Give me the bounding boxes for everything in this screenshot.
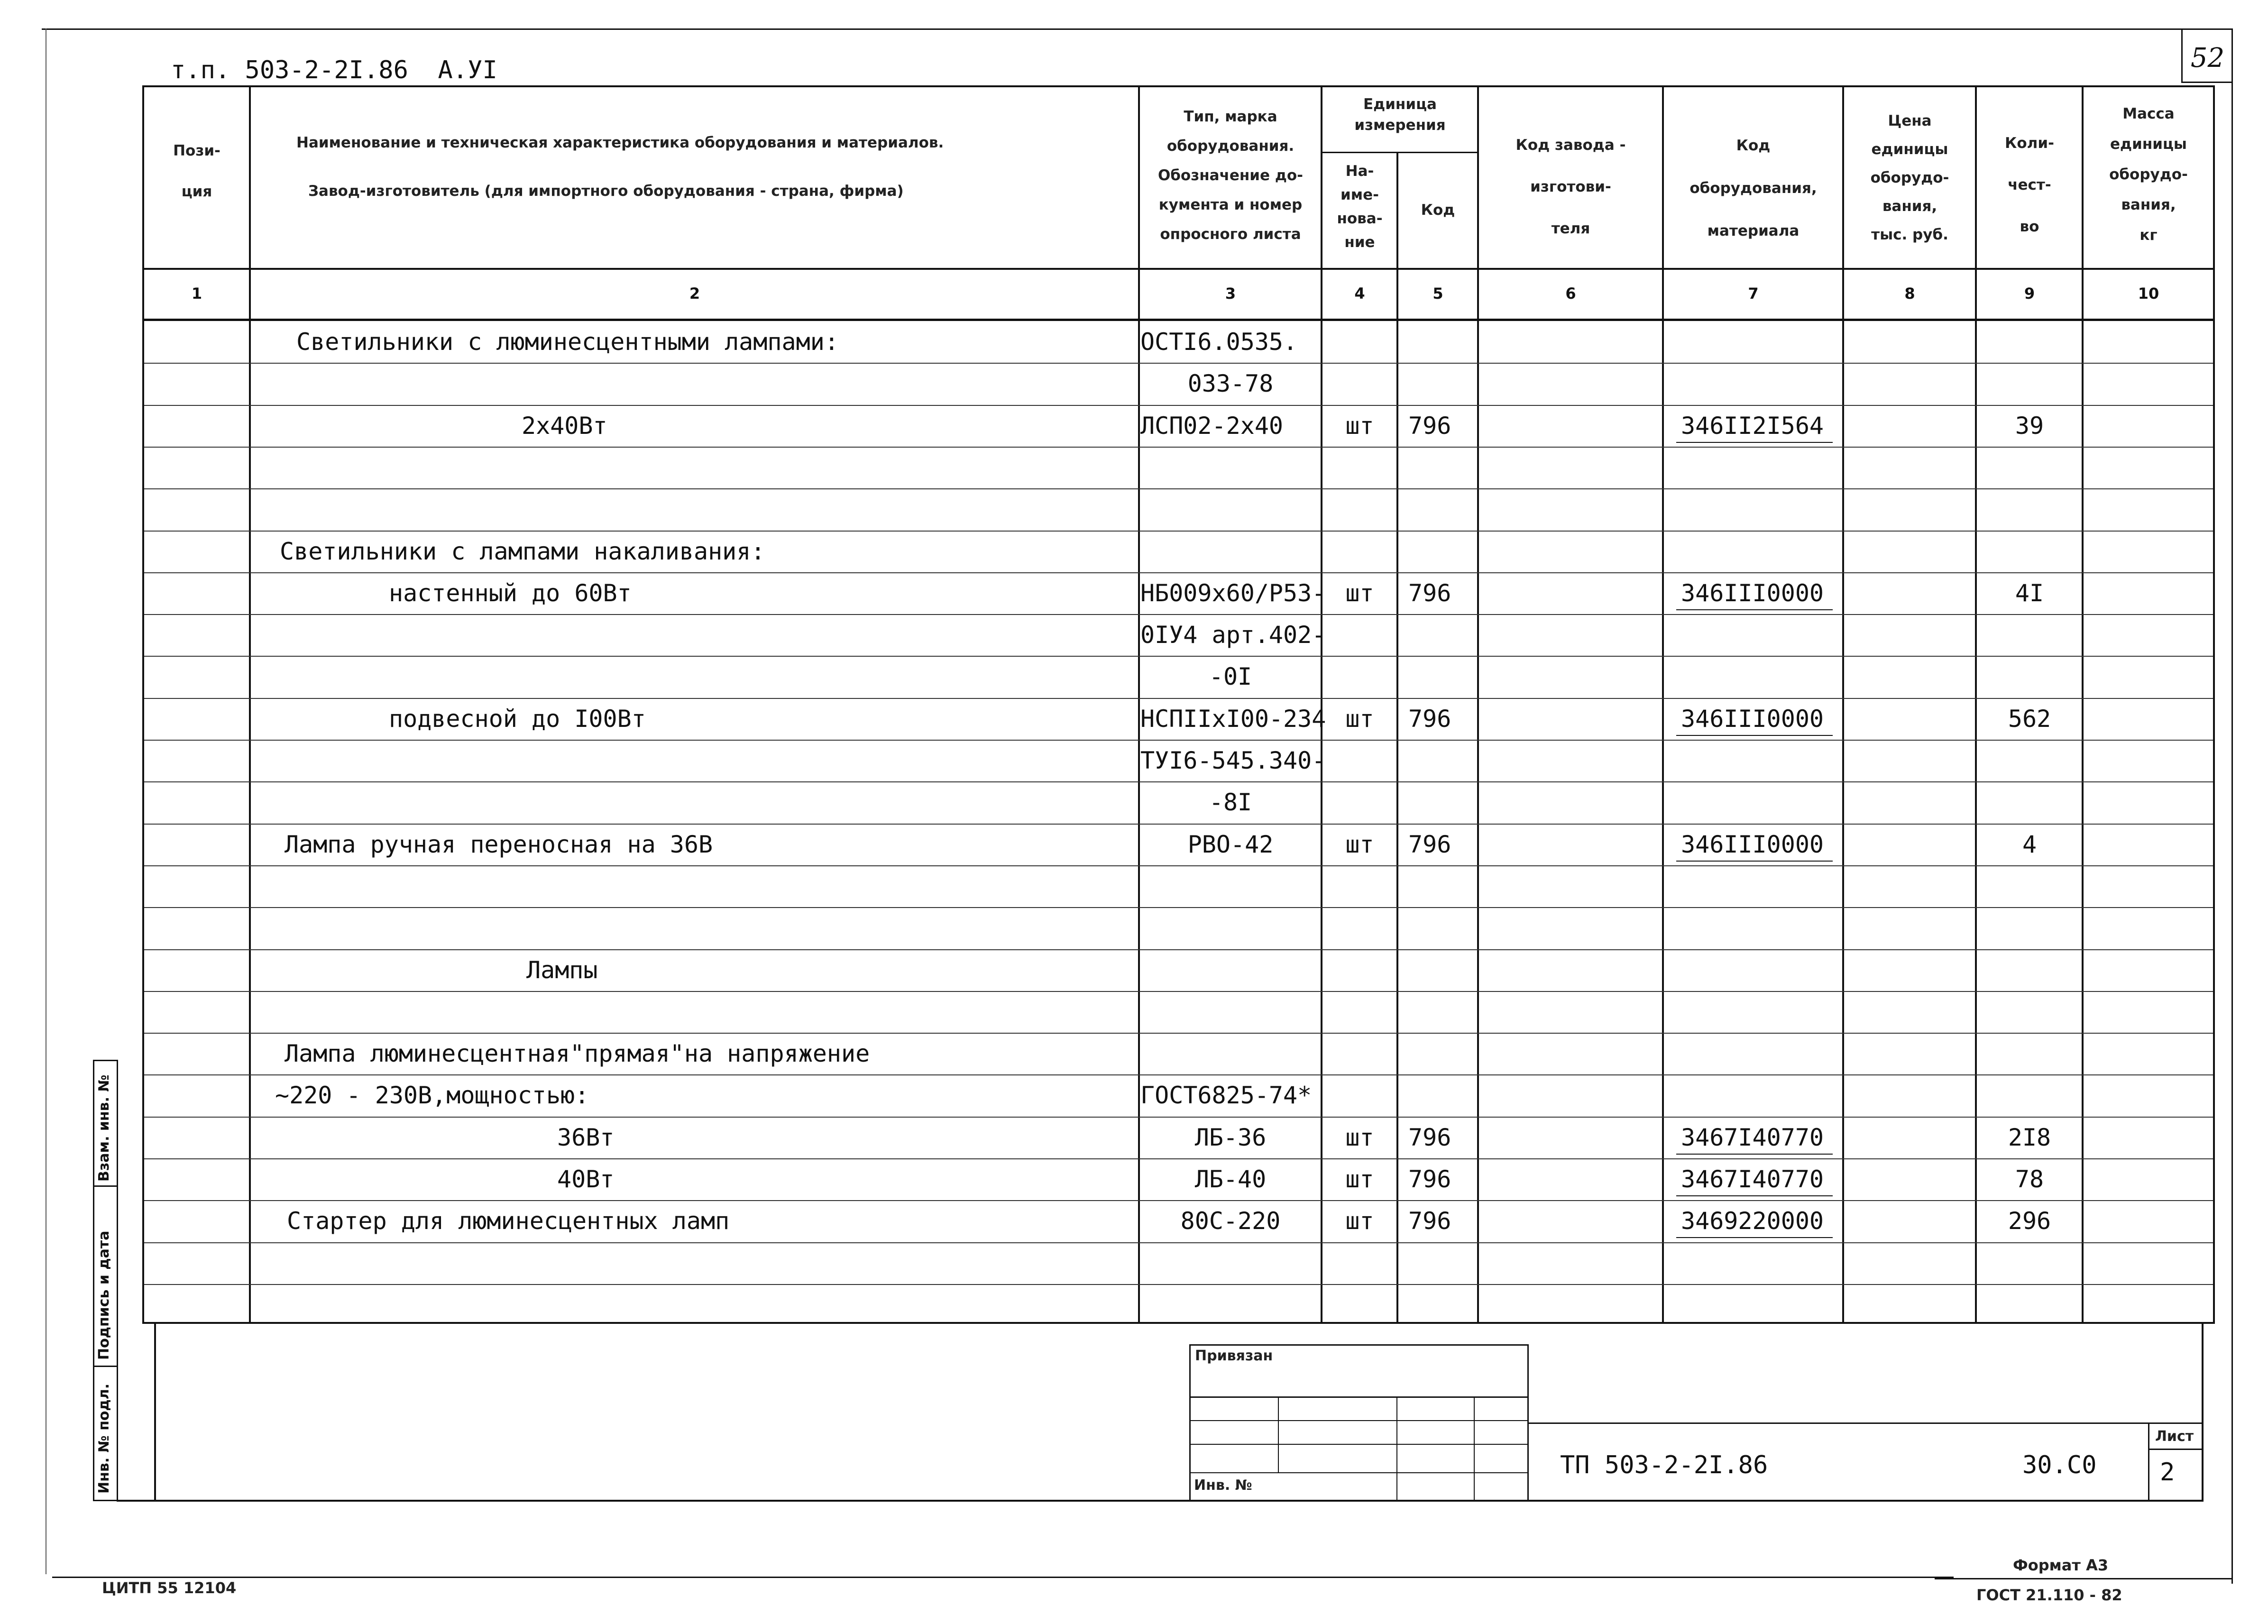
underline-mark (1676, 442, 1833, 443)
row-divider (144, 991, 2213, 992)
footer-format: Формат А3 (2013, 1556, 2109, 1574)
row-quantity: 562 (2008, 705, 2051, 733)
row-unit: шт (1345, 579, 1374, 607)
row-divider (144, 824, 2213, 825)
row-divider (144, 656, 2213, 657)
row-type: НБ009х60/Р53- (1140, 579, 1326, 607)
col-number: 8 (1904, 284, 1915, 303)
col-header-factory-code: Код завода - изготови- теля (1515, 137, 1626, 237)
underline-mark (1676, 861, 1833, 862)
row-divider (144, 1200, 2213, 1201)
row-unit-code: 796 (1408, 1165, 1451, 1193)
row-type: ГОСТ6825-74* (1140, 1082, 1312, 1110)
row-divider (144, 1074, 2213, 1075)
footer-gost: ГОСТ 21.110 - 82 (1976, 1586, 2122, 1604)
col-header-name-line1: Наименование и техническая характеристика оборудования и материалов. (296, 134, 944, 151)
page-number: 52 (2190, 43, 2225, 73)
row-quantity: 4I (2015, 579, 2044, 607)
inv-label: Инв. № (1194, 1477, 1252, 1494)
col-header-material-code: Код оборудования, материала (1690, 137, 1817, 239)
row-name: подвесной до I00Вт (389, 705, 646, 733)
col-number: 6 (1565, 284, 1576, 303)
row-type: НСПIIхI00-234 (1140, 705, 1326, 733)
row-unit-code: 796 (1408, 1123, 1451, 1151)
row-unit-code: 796 (1408, 830, 1451, 858)
row-divider (144, 1117, 2213, 1118)
underline-mark (1676, 609, 1833, 610)
col-header-price: Цена единицы оборудо- вания, тыс. руб. (1870, 112, 1949, 243)
row-unit: шт (1345, 1165, 1374, 1193)
row-material-code: 346II2I564 (1681, 412, 1824, 440)
row-name: 2х40Вт (522, 412, 607, 440)
row-divider (144, 1033, 2213, 1034)
col-number: 3 (1225, 284, 1236, 303)
row-material-code: 3467I40770 (1681, 1123, 1824, 1151)
col-header-type: Тип, марка оборудования. Обозначение до- кумента и номер опросного листа (1157, 108, 1304, 243)
row-divider (144, 1242, 2213, 1243)
row-divider (144, 781, 2213, 782)
row-type: ОСТI6.0535. (1140, 328, 1298, 356)
col-number: 9 (2024, 284, 2035, 303)
row-name: Лампа ручная переносная на 36В (285, 830, 713, 858)
row-divider (144, 614, 2213, 615)
row-name: Стартер для люминесцентных ламп (287, 1207, 730, 1235)
row-type: 033-78 (1187, 370, 1274, 398)
row-divider (144, 363, 2213, 364)
row-unit-code: 796 (1408, 412, 1451, 440)
col-number: 7 (1748, 284, 1759, 303)
col-number: 2 (689, 284, 700, 303)
row-name: 40Вт (557, 1165, 615, 1193)
row-unit-code: 796 (1408, 705, 1451, 733)
row-unit-code: 796 (1408, 579, 1451, 607)
col-number: 1 (191, 284, 202, 303)
col-number: 4 (1354, 284, 1365, 303)
row-unit-code: 796 (1408, 1207, 1451, 1235)
stamp-signature-date: Подпись и дата (96, 1230, 112, 1360)
row-unit: шт (1345, 1123, 1374, 1151)
row-divider (144, 907, 2213, 908)
row-divider (144, 949, 2213, 950)
row-quantity: 2I8 (2008, 1123, 2051, 1151)
row-divider (144, 531, 2213, 532)
bound-label: Привязан (1195, 1348, 1273, 1364)
underline-mark (1676, 1237, 1833, 1238)
row-divider (144, 865, 2213, 866)
col-header-name-line2: Завод-изготовитель (для импортного оборудования - страна, фирма) (308, 183, 904, 200)
row-unit: шт (1345, 412, 1374, 440)
row-name: настенный до 60Вт (389, 579, 632, 607)
col-header-unit-code: Код (1421, 202, 1455, 219)
row-type: -8I (1209, 789, 1252, 817)
row-material-code: 346III0000 (1681, 830, 1824, 858)
row-divider (144, 1158, 2213, 1159)
row-divider (144, 488, 2213, 489)
row-type: -0I (1209, 663, 1252, 691)
row-type: ЛБ-36 (1194, 1123, 1267, 1151)
doc-number: ТП 503-2-2I.86 (1560, 1451, 1768, 1479)
row-quantity: 39 (2015, 412, 2044, 440)
row-name: Светильники с люминесцентными лампами: (296, 328, 839, 356)
row-type: ТУI6-545.340- (1140, 747, 1326, 774)
row-divider (144, 405, 2213, 406)
row-name: Лампа люминесцентная"прямая"на напряжение (285, 1040, 870, 1068)
row-name: Лампы (526, 956, 598, 984)
section-code: 30.С0 (2022, 1451, 2097, 1479)
row-unit: шт (1345, 705, 1374, 733)
row-material-code: 346III0000 (1681, 705, 1824, 733)
row-divider (144, 1284, 2213, 1285)
underline-mark (1676, 1195, 1833, 1196)
footer-left: ЦИТП 55 12104 (102, 1579, 237, 1597)
col-header-unit-name: На- име- нова- ние (1337, 163, 1383, 251)
row-type: 80С-220 (1180, 1207, 1281, 1235)
sheet-number: 2 (2160, 1458, 2175, 1486)
row-type: РВО-42 (1187, 830, 1274, 858)
row-name: ~220 - 230В,мощностью: (275, 1082, 589, 1110)
row-type: 0IУ4 арт.402- (1140, 621, 1326, 649)
col-number: 5 (1432, 284, 1443, 303)
col-header-quantity: Коли- чест- во (2005, 135, 2054, 235)
sheet-label: Лист (2155, 1428, 2194, 1445)
col-number: 10 (2138, 284, 2159, 303)
row-unit: шт (1345, 1207, 1374, 1235)
row-material-code: 346III0000 (1681, 579, 1824, 607)
row-material-code: 3467I40770 (1681, 1165, 1824, 1193)
row-quantity: 78 (2015, 1165, 2044, 1193)
row-name: 36Вт (557, 1123, 615, 1151)
underline-mark (1676, 1154, 1833, 1155)
row-quantity: 296 (2008, 1207, 2051, 1235)
row-divider (144, 572, 2213, 573)
stamp-inv-original: Инв. № подл. (96, 1383, 112, 1494)
col-header-unit: Единица измерения (1354, 96, 1446, 134)
row-type: ЛБ-40 (1194, 1165, 1267, 1193)
col-header-mass: Масса единицы оборудо- вания, кг (2109, 105, 2188, 244)
row-material-code: 3469220000 (1681, 1207, 1824, 1235)
col-header-position-text: Пози- ция (173, 142, 220, 200)
doc-code: т.п. 503-2-2I.86 А.УI (171, 56, 497, 84)
stamp-replacement-inv: Взам. инв. № (96, 1074, 112, 1182)
row-quantity: 4 (2022, 830, 2037, 858)
underline-mark (1676, 735, 1833, 736)
row-unit: шт (1345, 830, 1374, 858)
col-header-position (145, 130, 249, 212)
row-divider (144, 447, 2213, 448)
row-type: ЛСП02-2х40 (1140, 412, 1284, 440)
row-divider (144, 698, 2213, 699)
row-name: Светильники с лампами накаливания: (280, 537, 765, 565)
row-divider (144, 740, 2213, 741)
